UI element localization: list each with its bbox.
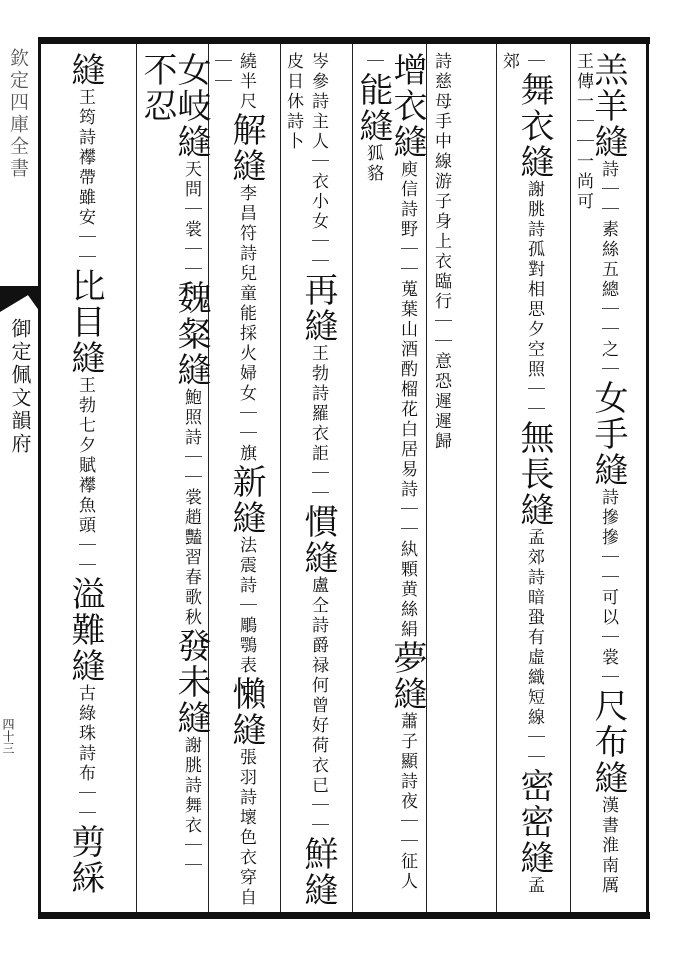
frame-right-rule <box>646 37 649 919</box>
citation-text: 張羽詩壞色衣穿自｜｜ <box>211 52 256 908</box>
headword-phrase: 夢縫 <box>387 640 427 712</box>
headword-phrase: 再縫 <box>298 272 338 344</box>
column-divider <box>426 44 427 912</box>
headword-phrase: 密密縫 <box>514 768 554 876</box>
citation-text: 庾信詩野｜｜蒐葉山酒酌榴花白居易詩｜｜紈顆黄絲絹 <box>397 160 417 640</box>
citation-text: 漢書淮南厲王傳一｜｜一尚可 <box>573 52 618 896</box>
frame-left-rule <box>38 37 41 919</box>
headword-phrase: 溢難縫 <box>65 576 105 684</box>
headword-phrase: 解縫 <box>226 112 266 184</box>
citation-text: 王筠詩襻帶雖安｜｜ <box>75 88 95 268</box>
citation-text: 詩｜｜素絲五總 <box>598 160 618 300</box>
column-divider <box>570 44 571 912</box>
citation-text: ｜ <box>598 668 618 688</box>
text-column-8 <box>65 52 105 908</box>
headword-phrase: 剪綵 <box>65 824 105 896</box>
citation-text: 秋 <box>181 608 201 628</box>
frame-bottom-rule <box>38 912 650 919</box>
citation-text: 皮日休詩卜 <box>283 52 303 152</box>
fish-tail-mark <box>0 286 40 312</box>
citation-text: ｜ <box>524 52 544 72</box>
headword-phrase: 女岐縫 <box>171 52 211 160</box>
citation-text: 詩摻摻｜｜可以｜裳 <box>598 488 618 668</box>
citation-text: 孟郊詩暗蛩有虛織短線｜｜ <box>524 528 544 768</box>
text-column-3 <box>432 52 449 908</box>
headword-phrase: 魏粲縫 <box>171 280 211 388</box>
citation-text: 李昌符詩兒童能採火婦女｜｜旗 <box>236 184 256 464</box>
headword-phrase: 能縫 <box>353 72 393 144</box>
citation-text: 古綠珠詩布｜｜ <box>75 684 95 824</box>
column-divider <box>208 44 209 912</box>
column-divider <box>136 44 137 912</box>
text-column-1 <box>573 52 628 908</box>
headword-phrase: 縫 <box>65 52 105 88</box>
headword-phrase: 比目縫 <box>65 268 105 376</box>
citation-text: 王勃詩羅衣詎｜｜ <box>308 344 328 504</box>
headword-phrase: 鮮縫 <box>298 836 338 908</box>
citation-text: 蕭子顯詩夜｜｜征人｜ <box>363 52 417 892</box>
column-divider <box>496 44 497 912</box>
headword-phrase: 無長縫 <box>514 420 554 528</box>
citation-text: 天問｜裳｜｜ <box>181 160 201 280</box>
citation-text: 孟郊 <box>499 52 544 896</box>
headword-phrase: 懶縫 <box>226 676 266 748</box>
text-column-2 <box>499 52 554 908</box>
margin-book-title: 御定佩文韻府 <box>8 318 32 456</box>
citation-text: 詩慈母手中線游子身上衣臨行｜｜意恐遲遲歸 <box>431 52 451 452</box>
citation-text: 繞半尺 <box>236 52 256 112</box>
text-column-5 <box>283 52 338 908</box>
headword-phrase: 慣縫 <box>298 504 338 576</box>
frame-top-rule <box>38 37 650 44</box>
margin-series-title: 欽定四庫全書 <box>7 48 29 180</box>
citation-text: 鮑照詩｜｜裳趙豔習春歌 <box>181 388 201 608</box>
citation-text: 謝朓詩舞衣｜｜ <box>181 736 201 876</box>
headword-phrase: 不忍 <box>137 52 177 124</box>
margin-page-number: 四十三 <box>1 718 15 754</box>
citation-text: ｜｜之｜ <box>598 300 618 380</box>
headword-phrase: 女手縫 <box>588 380 628 488</box>
headword-phrase: 尺布縫 <box>588 688 628 796</box>
text-column-4 <box>353 52 427 908</box>
headword-phrase: 舞衣縫 <box>514 72 554 180</box>
column-divider <box>352 44 353 912</box>
citation-text: 謝朓詩孤對相思夕空照｜｜ <box>524 180 544 420</box>
citation-text: 岑參詩主人｜衣小女｜｜ <box>308 52 328 272</box>
headword-phrase: 發未縫 <box>171 628 211 736</box>
headword-phrase: 新縫 <box>226 464 266 536</box>
text-column-6 <box>211 52 266 908</box>
citation-text: 法震詩｜鵰鶚表 <box>236 536 256 676</box>
headword-phrase: 羔羊縫 <box>588 52 628 160</box>
citation-text: 盧仝詩爵禄何曾好荷衣已｜｜ <box>308 576 328 836</box>
text-column-7 <box>137 52 211 908</box>
column-divider <box>280 44 281 912</box>
citation-text: 狐貉 <box>363 144 383 184</box>
citation-text: 王勃七夕賦襻魚頭｜｜ <box>75 376 95 576</box>
headword-phrase: 增衣縫 <box>387 52 427 160</box>
